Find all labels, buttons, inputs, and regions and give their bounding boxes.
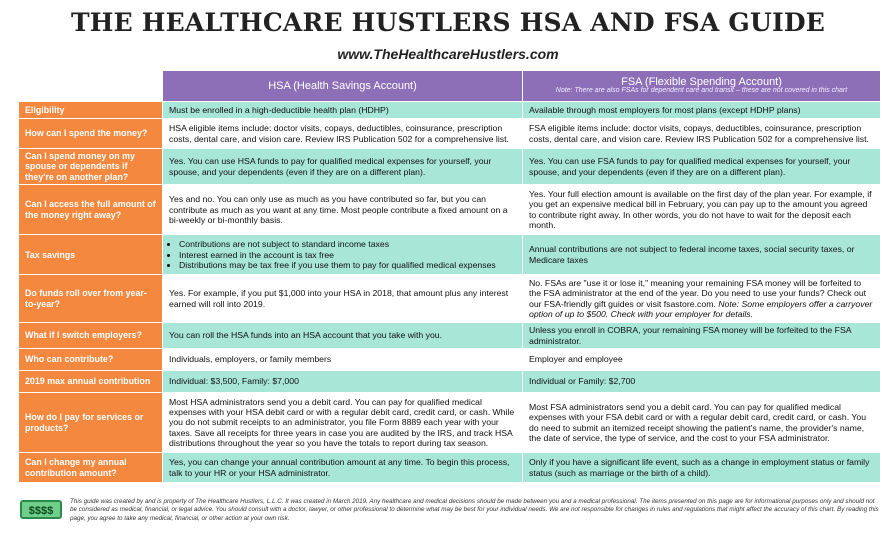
hsa-cell: Yes and no. You can only use as much as you have contributed so far, but you can contribute as much as you want at any time. Most people contribute a fixed amount on a bi-weekly or bi-monthly basis. bbox=[163, 185, 523, 235]
fsa-cell: Annual contributions are not subject to federal income taxes, social security taxes, or Medicare taxes bbox=[523, 235, 881, 275]
hsa-cell: Yes. For example, if you put $1,000 into your HSA in 2018, that amount plus any interest earned will roll into 2019. bbox=[163, 275, 523, 323]
list-item: • Contributions are not subject to standard income taxes bbox=[179, 239, 516, 249]
hsa-cell: HSA eligible items include: doctor visits, copays, deductibles, coinsurance, prescription costs, dental care, and vision care. Review IRS Publication 502 for a comprehensive list. bbox=[163, 119, 523, 149]
money-icon: $$$$ bbox=[20, 500, 62, 519]
hsa-cell: Yes. You can use HSA funds to pay for qualified medical expenses for yourself, your spouse, and your dependents (even if they are on a different plan). bbox=[163, 149, 523, 185]
row-label-change: Can I change my annual contribution amount? bbox=[19, 453, 163, 483]
list-item: • Interest earned in the account is tax free bbox=[179, 250, 516, 260]
table-row bbox=[19, 119, 881, 149]
row-label-contribute: Who can contribute? bbox=[19, 349, 163, 371]
hsa-cell: Must be enrolled in a high-deductible health plan (HDHP) bbox=[163, 102, 523, 119]
fsa-cell: Available through most employers for most plans (except HDHP plans) bbox=[523, 102, 881, 119]
hsa-tax-list bbox=[169, 239, 516, 270]
hsa-cell: Most HSA administrators send you a debit card. You can pay for qualified medical expenses with your HSA debit card or with a regular debit card, credit card, or cash. While you do not submit receipts to an administrator, you file Form 8889 each year with your taxes. Save all receipts for three years in case you are audited by the IRS, and track HSA distributions throughout the year so you have the totals to report during tax season. bbox=[163, 393, 523, 453]
table-row bbox=[19, 453, 881, 483]
fsa-rollover-text: No. FSAs are "use it or lose it," meaning your remaining FSA money will be forfeited to the FSA administrator at the end of the year. Do you need to use your funds? Check out our FSA-friendly gift guides or visit fsastore.com. bbox=[529, 277, 867, 309]
row-label-rollover: Do funds roll over from year-to-year? bbox=[19, 275, 163, 323]
table-header-row bbox=[19, 71, 881, 102]
fsa-column-header bbox=[523, 71, 881, 102]
hsa-cell: Yes, you can change your annual contribution amount at any time. To begin this process, talk to your HR or your HSA administrator. bbox=[163, 453, 523, 483]
fsa-cell: Employer and employee bbox=[523, 349, 881, 371]
fsa-rollover-note: Note: Some employers offer a carryover option of up to $500. Check with your employer for details. bbox=[529, 298, 873, 320]
website-url: www.TheHealthcareHustlers.com bbox=[337, 46, 559, 62]
table-row bbox=[19, 185, 881, 235]
row-label-eligibility: Eligibility bbox=[19, 102, 163, 119]
row-label-max: 2019 max annual contribution bbox=[19, 371, 163, 393]
fsa-cell bbox=[523, 275, 881, 323]
table-row bbox=[19, 393, 881, 453]
hsa-cell: Individuals, employers, or family members bbox=[163, 349, 523, 371]
row-label-access: Can I access the full amount of the money right away? bbox=[19, 185, 163, 235]
comparison-table bbox=[18, 70, 881, 483]
hsa-cell: Individual: $3,500, Family: $7,000 bbox=[163, 371, 523, 393]
row-label-switch: What if I switch employers? bbox=[19, 323, 163, 349]
fsa-cell: FSA eligible items include: doctor visits, copays, deductibles, coinsurance, prescription costs, dental care, and vision care. Review IRS Publication 502 for a comprehensive list. bbox=[523, 119, 881, 149]
table-row bbox=[19, 275, 881, 323]
fsa-cell: Yes. Your full election amount is available on the first day of the plan year. For example, if you get an expensive medical bill in February, you can pay up to the amount you agreed to contribute right away. In other words, you do not have to wait for the deposit each month. bbox=[523, 185, 881, 235]
fsa-cell: Most FSA administrators send you a debit card. You can pay for qualified medical expenses with your FSA debit card or with a regular debit card, credit card, or cash. You do need to submit an itemized receipt showing the patient's name, the provider's name, the date of service, the type of service, and the cost to your FSA administrator. bbox=[523, 393, 881, 453]
table-row bbox=[19, 235, 881, 275]
page-title: THE HEALTHCARE HUSTLERS HSA AND FSA GUIDE bbox=[71, 8, 825, 37]
table-row bbox=[19, 102, 881, 119]
fsa-header-note: Note: There are also FSAs for dependent care and transit – these are not covered in this chart bbox=[555, 87, 848, 95]
table-row bbox=[19, 349, 881, 371]
fsa-header-title: FSA (Flexible Spending Account) bbox=[621, 75, 782, 88]
hsa-column-header: HSA (Health Savings Account) bbox=[163, 71, 523, 102]
table-row bbox=[19, 149, 881, 185]
fsa-cell: Only if you have a significant life event, such as a change in employment status or family status (such as marriage or the birth of a child). bbox=[523, 453, 881, 483]
header-blank-cell bbox=[19, 71, 163, 102]
list-item: • Distributions may be tax free if you use them to pay for qualified medical expenses bbox=[179, 260, 516, 270]
row-label-spend: How can I spend the money? bbox=[19, 119, 163, 149]
fsa-cell: Individual or Family: $2,700 bbox=[523, 371, 881, 393]
fsa-cell: Yes. You can use FSA funds to pay for qualified medical expenses for yourself, your spouse, and your dependents (even if they are on a different plan). bbox=[523, 149, 881, 185]
table-row bbox=[19, 371, 881, 393]
fsa-cell: Unless you enroll in COBRA, your remaining FSA money will be forfeited to the FSA administrator. bbox=[523, 323, 881, 349]
row-label-tax: Tax savings bbox=[19, 235, 163, 275]
hsa-cell: You can roll the HSA funds into an HSA account that you take with you. bbox=[163, 323, 523, 349]
disclaimer: This guide was created by and is property of The Healthcare Hustlers, L.L.C. It was created in March 2019. Any healthcare and medical decisions should be made between you and a medical professional. The items presented on this page are for informational purposes only and should not be considered as medical, financial, or legal advice. You should consult with a doctor, lawyer, or other professional to determine what may be best for your individual needs. We are not responsible for changes in rules and regulations that might affect the accuracy of this chart. By reading this page, you agree to take any medical, financial, or other action at your own risk. bbox=[70, 498, 879, 522]
hsa-cell bbox=[163, 235, 523, 275]
table-row bbox=[19, 323, 881, 349]
row-label-spouse: Can I spend money on my spouse or dependents if they're on another plan? bbox=[19, 149, 163, 185]
row-label-pay: How do I pay for services or products? bbox=[19, 393, 163, 453]
